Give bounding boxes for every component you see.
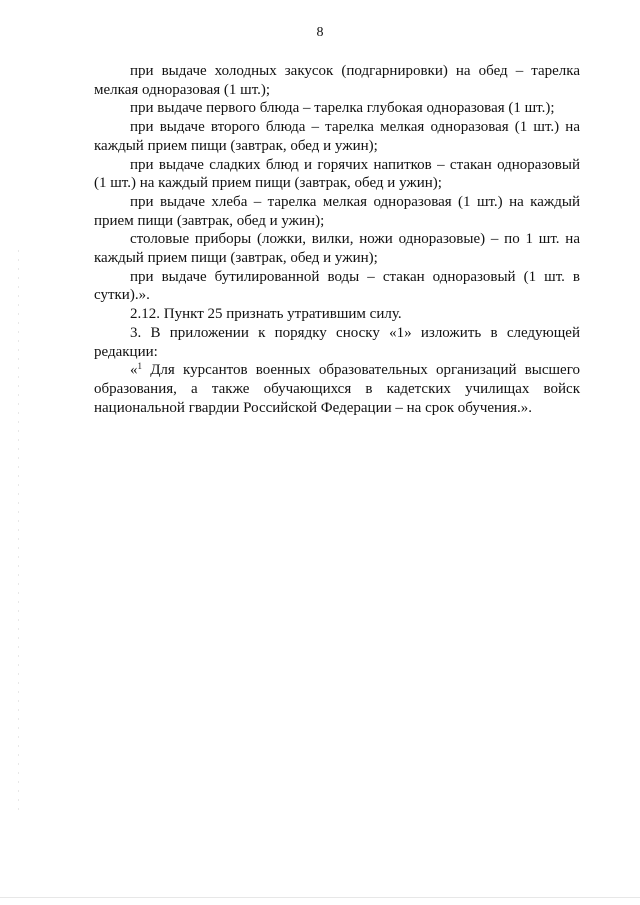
paragraph-footnote-text	[94, 361, 580, 417]
footnote-superscript: 1	[137, 361, 142, 372]
footnote-body: Для курсантов военных образовательных организаций высшего образования, а также обучающихся в кадетских училищах войск национальной гвардии Российской Федерации – на срок обучения.».	[94, 362, 580, 416]
paragraph-first-course: при выдаче первого блюда – тарелка глубокая одноразовая (1 шт.);	[130, 100, 555, 117]
paragraph-cutlery: столовые приборы (ложки, вилки, ножи одноразовые) – по 1 шт. на каждый прием пищи (завтрак, обед и ужин);	[94, 231, 580, 267]
paragraph-item-3: 3. В приложении к порядку сноску «1» изложить в следующей редакции:	[94, 324, 580, 360]
document-body	[94, 62, 580, 417]
paragraph-sweet-dishes: при выдаче сладких блюд и горячих напитков – стакан одноразовый (1 шт.) на каждый прием пищи (завтрак, обед и ужин);	[94, 156, 580, 192]
footnote-open-quote: «	[130, 362, 138, 379]
paragraph-cold-snacks: при выдаче холодных закусок (подгарнировки) на обед – тарелка мелкая одноразовая (1 шт.);	[94, 63, 580, 98]
paragraph-item-2-12: 2.12. Пункт 25 признать утратившим силу.	[130, 306, 402, 323]
paragraph-bottled-water: при выдаче бутилированной воды – стакан одноразовый (1 шт. в сутки).».	[94, 268, 580, 304]
paragraph-second-course: при выдаче второго блюда – тарелка мелкая одноразовая (1 шт.) на каждый прием пищи (завтрак, обед и ужин);	[94, 119, 580, 154]
scan-artifact-bottom-edge	[0, 897, 640, 898]
page-number: 8	[316, 25, 324, 40]
paragraph-bread: при выдаче хлеба – тарелка мелкая одноразовая (1 шт.) на каждый прием пищи (завтрак, обед и ужин);	[94, 193, 580, 229]
scan-artifact-left-edge	[18, 250, 19, 810]
